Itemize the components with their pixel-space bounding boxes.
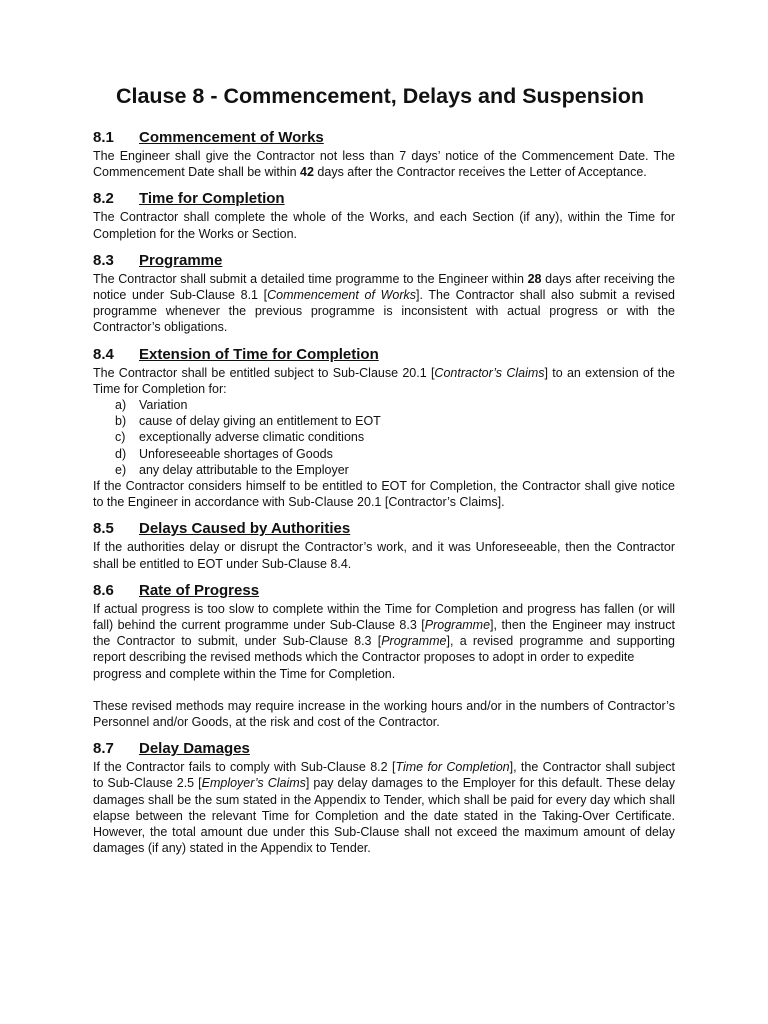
text-run: ]. The Contractor shall also submit a revised programme whenever the previous programme is inconsistent with actual progress or with the Contractor’s obligations. bbox=[93, 288, 675, 335]
list-item bbox=[115, 462, 675, 478]
section-8-6 bbox=[93, 582, 675, 730]
section-body: If the authorities delay or disrupt the Contractor’s work, and it was Unforeseeable, then the Contractor shall be entitled to EOT under Sub-Clause 8.4. bbox=[93, 540, 675, 571]
section-8-3 bbox=[93, 252, 675, 336]
italic-reference: Programme bbox=[381, 634, 447, 649]
list-text: any delay attributable to the Employer bbox=[139, 462, 349, 477]
italic-reference: Time for Completion bbox=[395, 760, 510, 775]
list-marker: b) bbox=[115, 414, 127, 429]
list-item bbox=[115, 429, 675, 445]
list-marker: c) bbox=[115, 430, 126, 445]
section-title: Delays Caused by Authorities bbox=[139, 520, 351, 538]
document-title: Clause 8 - Commencement, Delays and Suspension bbox=[115, 84, 645, 108]
section-heading bbox=[93, 582, 675, 600]
section-title: Programme bbox=[139, 251, 223, 269]
section-title: Commencement of Works bbox=[139, 129, 324, 146]
list-marker: d) bbox=[115, 446, 127, 461]
text-run: days after the Contractor receives the Letter of Acceptance. bbox=[313, 165, 647, 180]
text-run: ] to an extension of the Time for Completion for: bbox=[93, 365, 675, 396]
section-8-1 bbox=[93, 129, 675, 180]
section-body-paragraph: These revised methods may require increase in the working hours and/or in the numbers of Contractor’s Personnel and/or Goods, at the risk and cost of the Contractor. bbox=[93, 698, 675, 730]
section-body-continued: If the Contractor considers himself to be entitled to EOT for Completion, the Contractor shall give notice to the Engineer in accordance with Sub-Clause 20.1 [Contractor’s Claims]. bbox=[93, 479, 675, 510]
bold-value: 42 bbox=[300, 165, 314, 180]
bold-value: 28 bbox=[527, 271, 542, 286]
section-number: 8.6 bbox=[93, 581, 114, 599]
text-run: The Engineer shall give the Contractor not less than 7 days’ notice of the Commencement Date. The Commencement Date shall be within bbox=[93, 149, 675, 180]
text-run: ], the Contractor shall subject to Sub-Clause 2.5 [ bbox=[93, 760, 676, 791]
section-8-2 bbox=[93, 190, 675, 241]
italic-reference: Contractor’s Claims bbox=[434, 365, 545, 380]
section-heading bbox=[93, 740, 675, 758]
list-marker: a) bbox=[115, 398, 127, 413]
list-text: exceptionally adverse climatic conditions bbox=[139, 430, 365, 445]
section-title: Delay Damages bbox=[139, 740, 250, 758]
section-number: 8.7 bbox=[93, 740, 114, 758]
eot-list bbox=[93, 397, 675, 478]
text-run: ], then the Engineer may instruct the Contractor to submit, under Sub-Clause 8.3 [ bbox=[93, 618, 675, 649]
text-run: If the Contractor fails to comply with Sub-Clause 8.2 [ bbox=[93, 760, 396, 775]
list-text: cause of delay giving an entitlement to EOT bbox=[139, 414, 381, 429]
document-page bbox=[93, 84, 675, 867]
section-body bbox=[93, 759, 675, 856]
paragraph-gap bbox=[93, 682, 675, 698]
section-body bbox=[93, 148, 675, 180]
section-number: 8.3 bbox=[93, 251, 114, 269]
list-item bbox=[115, 446, 675, 462]
italic-reference: Programme bbox=[424, 618, 491, 633]
list-text: Unforeseeable shortages of Goods bbox=[139, 446, 333, 461]
section-number: 8.1 bbox=[93, 129, 114, 146]
section-8-5 bbox=[93, 520, 675, 571]
text-run: The Contractor shall submit a detailed time programme to the Engineer within bbox=[93, 271, 528, 286]
text-run: ], a revised programme and supporting report describing the revised methods which the Contractor proposes to adopt in order to expedite bbox=[93, 634, 676, 665]
section-title: Time for Completion bbox=[139, 190, 285, 208]
section-8-4 bbox=[93, 346, 675, 511]
section-8-7 bbox=[93, 740, 675, 856]
section-heading bbox=[93, 520, 675, 538]
section-body bbox=[93, 601, 675, 666]
italic-reference: Employer’s Claims bbox=[201, 776, 306, 791]
section-title: Rate of Progress bbox=[139, 581, 260, 599]
section-heading bbox=[93, 129, 675, 147]
text-run: The Contractor shall be entitled subject to Sub-Clause 20.1 [ bbox=[93, 365, 435, 380]
section-number: 8.5 bbox=[93, 520, 114, 538]
text-run: ] pay delay damages to the Employer for this default. These delay damages shall be the sum stated in the Appendix to Tender, which shall be paid for every day which shall elapse between the relevant Time for Completion and the date stated in the Taking-Over Certificate. However, the total amount due under this Sub-Clause shall not exceed the maximum amount of delay damages (if any) stated in the Appendix to Tender. bbox=[93, 776, 676, 856]
section-body bbox=[93, 271, 675, 336]
section-heading bbox=[93, 346, 675, 364]
section-title: Extension of Time for Completion bbox=[139, 345, 379, 363]
section-heading bbox=[93, 190, 675, 208]
text-run: days after receiving the notice under Sub-Clause 8.1 [ bbox=[93, 271, 675, 303]
section-body bbox=[93, 365, 675, 397]
section-number: 8.2 bbox=[93, 190, 114, 208]
section-heading bbox=[93, 252, 675, 270]
list-marker: e) bbox=[115, 462, 127, 477]
text-run: If actual progress is too slow to complete within the Time for Completion and progress has fallen (or will fall) behind the current programme under Sub-Clause 8.3 [ bbox=[93, 601, 675, 633]
list-item bbox=[115, 397, 675, 413]
list-text: Variation bbox=[139, 398, 188, 413]
section-number: 8.4 bbox=[93, 345, 114, 363]
italic-reference: Commencement of Works bbox=[267, 288, 417, 303]
list-item bbox=[115, 413, 675, 429]
section-body: The Contractor shall complete the whole of the Works, and each Section (if any), within the Time for Completion for the Works or Section. bbox=[93, 210, 675, 241]
section-body-line: progress and complete within the Time for Completion. bbox=[93, 666, 396, 681]
